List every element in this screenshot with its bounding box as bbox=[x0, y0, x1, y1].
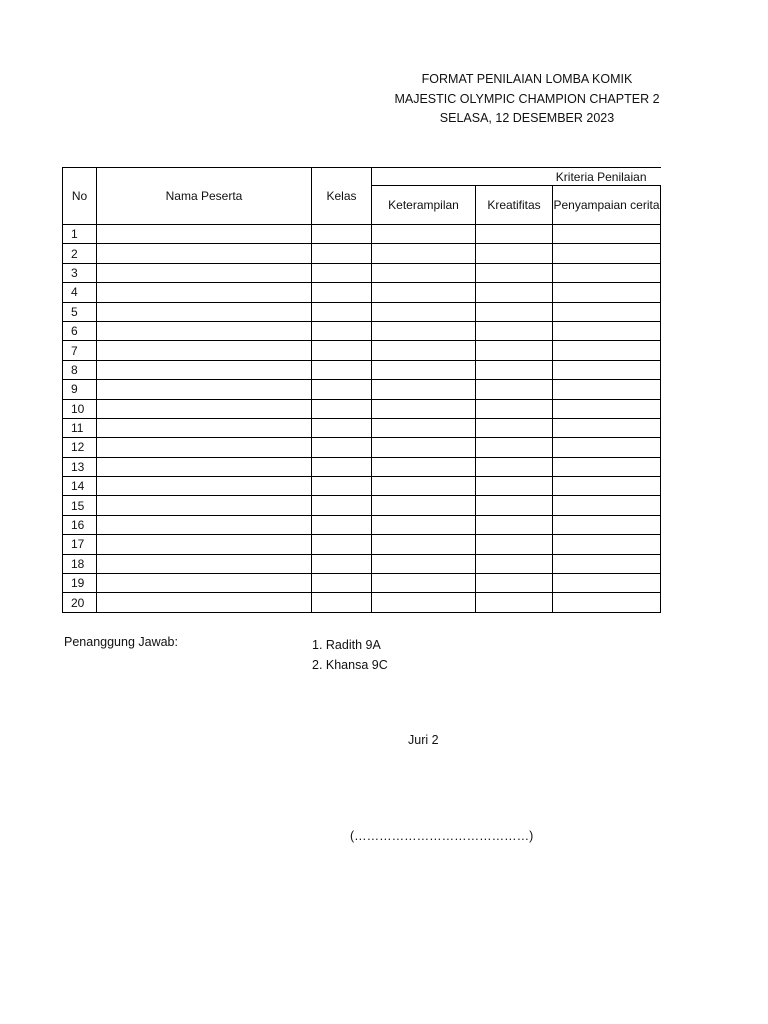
row-number: 11 bbox=[63, 418, 97, 437]
nama-peserta-cell bbox=[97, 477, 312, 496]
table-row bbox=[63, 438, 661, 457]
kreatifitas-cell bbox=[476, 244, 553, 263]
nama-peserta-cell bbox=[97, 535, 312, 554]
table-row bbox=[63, 263, 661, 282]
column-header-keterampilan: Keterampilan bbox=[372, 186, 476, 225]
row-number: 1 bbox=[63, 225, 97, 244]
penanggung-jawab-item: 1. Radith 9A bbox=[312, 638, 381, 652]
kelas-cell bbox=[312, 244, 372, 263]
table-row bbox=[63, 225, 661, 244]
nama-peserta-cell bbox=[97, 593, 312, 612]
row-number: 6 bbox=[63, 321, 97, 340]
row-number: 5 bbox=[63, 302, 97, 321]
nama-peserta-cell bbox=[97, 380, 312, 399]
kreatifitas-cell bbox=[476, 496, 553, 515]
row-number: 2 bbox=[63, 244, 97, 263]
kelas-cell bbox=[312, 380, 372, 399]
nama-peserta-cell bbox=[97, 225, 312, 244]
penyampaian-cerita-cell bbox=[553, 244, 661, 263]
row-number: 9 bbox=[63, 380, 97, 399]
column-header-kelas: Kelas bbox=[312, 168, 372, 225]
kreatifitas-cell bbox=[476, 438, 553, 457]
keterampilan-cell bbox=[372, 457, 476, 476]
kreatifitas-cell bbox=[476, 283, 553, 302]
kelas-cell bbox=[312, 399, 372, 418]
keterampilan-cell bbox=[372, 360, 476, 379]
kreatifitas-cell bbox=[476, 399, 553, 418]
row-number: 17 bbox=[63, 535, 97, 554]
table-row bbox=[63, 341, 661, 360]
nama-peserta-cell bbox=[97, 418, 312, 437]
table-row bbox=[63, 418, 661, 437]
kelas-cell bbox=[312, 593, 372, 612]
row-number: 18 bbox=[63, 554, 97, 573]
kelas-cell bbox=[312, 438, 372, 457]
kelas-cell bbox=[312, 302, 372, 321]
penyampaian-cerita-cell bbox=[553, 360, 661, 379]
keterampilan-cell bbox=[372, 477, 476, 496]
nama-peserta-cell bbox=[97, 457, 312, 476]
criteria-group-header: Kriteria Penilaian bbox=[372, 168, 661, 186]
kelas-cell bbox=[312, 515, 372, 534]
table-row bbox=[63, 496, 661, 515]
nama-peserta-cell bbox=[97, 244, 312, 263]
event-date: SELASA, 12 DESEMBER 2023 bbox=[439, 111, 615, 125]
keterampilan-cell bbox=[372, 302, 476, 321]
kreatifitas-cell bbox=[476, 457, 553, 476]
keterampilan-cell bbox=[372, 496, 476, 515]
table-row bbox=[63, 380, 661, 399]
nama-peserta-cell bbox=[97, 496, 312, 515]
nama-peserta-cell bbox=[97, 283, 312, 302]
keterampilan-cell bbox=[372, 554, 476, 573]
penanggung-jawab-label: Penanggung Jawab: bbox=[64, 635, 178, 649]
kelas-cell bbox=[312, 341, 372, 360]
kreatifitas-cell bbox=[476, 360, 553, 379]
keterampilan-cell bbox=[372, 244, 476, 263]
row-number: 13 bbox=[63, 457, 97, 476]
penyampaian-cerita-cell bbox=[553, 477, 661, 496]
nama-peserta-cell bbox=[97, 554, 312, 573]
signature-line: (……………………………………) bbox=[350, 829, 534, 843]
kreatifitas-cell bbox=[476, 535, 553, 554]
nama-peserta-cell bbox=[97, 515, 312, 534]
table-row bbox=[63, 302, 661, 321]
nama-peserta-cell bbox=[97, 263, 312, 282]
table-row bbox=[63, 283, 661, 302]
penyampaian-cerita-cell bbox=[553, 554, 661, 573]
row-number: 10 bbox=[63, 399, 97, 418]
kelas-cell bbox=[312, 457, 372, 476]
kelas-cell bbox=[312, 496, 372, 515]
kelas-cell bbox=[312, 535, 372, 554]
kreatifitas-cell bbox=[476, 554, 553, 573]
penyampaian-cerita-cell bbox=[553, 418, 661, 437]
juri-label: Juri 2 bbox=[408, 733, 439, 747]
row-number: 7 bbox=[63, 341, 97, 360]
penyampaian-cerita-cell bbox=[553, 341, 661, 360]
penyampaian-cerita-cell bbox=[553, 321, 661, 340]
row-number: 15 bbox=[63, 496, 97, 515]
penyampaian-cerita-cell bbox=[553, 283, 661, 302]
row-number: 4 bbox=[63, 283, 97, 302]
kreatifitas-cell bbox=[476, 515, 553, 534]
nama-peserta-cell bbox=[97, 302, 312, 321]
kreatifitas-cell bbox=[476, 263, 553, 282]
penanggung-jawab-list bbox=[312, 635, 388, 675]
nama-peserta-cell bbox=[97, 438, 312, 457]
penyampaian-cerita-cell bbox=[553, 225, 661, 244]
keterampilan-cell bbox=[372, 283, 476, 302]
table-row bbox=[63, 399, 661, 418]
penyampaian-cerita-cell bbox=[553, 380, 661, 399]
kelas-cell bbox=[312, 554, 372, 573]
scoring-table bbox=[62, 167, 661, 613]
kelas-cell bbox=[312, 321, 372, 340]
keterampilan-cell bbox=[372, 321, 476, 340]
table-row bbox=[63, 321, 661, 340]
penyampaian-cerita-cell bbox=[553, 438, 661, 457]
row-number: 14 bbox=[63, 477, 97, 496]
keterampilan-cell bbox=[372, 574, 476, 593]
keterampilan-cell bbox=[372, 418, 476, 437]
nama-peserta-cell bbox=[97, 360, 312, 379]
column-header-kreatifitas: Kreatifitas bbox=[476, 186, 553, 225]
row-number: 12 bbox=[63, 438, 97, 457]
column-header-penyampaian-cerita: Penyampaian cerita bbox=[553, 186, 661, 225]
table-row bbox=[63, 360, 661, 379]
table-row bbox=[63, 593, 661, 612]
nama-peserta-cell bbox=[97, 574, 312, 593]
penyampaian-cerita-cell bbox=[553, 515, 661, 534]
keterampilan-cell bbox=[372, 380, 476, 399]
penyampaian-cerita-cell bbox=[553, 399, 661, 418]
row-number: 20 bbox=[63, 593, 97, 612]
row-number: 19 bbox=[63, 574, 97, 593]
row-number: 16 bbox=[63, 515, 97, 534]
form-title: FORMAT PENILAIAN LOMBA KOMIK bbox=[421, 72, 633, 86]
table-row bbox=[63, 574, 661, 593]
keterampilan-cell bbox=[372, 438, 476, 457]
penyampaian-cerita-cell bbox=[553, 302, 661, 321]
table-row bbox=[63, 477, 661, 496]
kelas-cell bbox=[312, 360, 372, 379]
penyampaian-cerita-cell bbox=[553, 496, 661, 515]
row-number: 8 bbox=[63, 360, 97, 379]
table-row bbox=[63, 244, 661, 263]
kelas-cell bbox=[312, 418, 372, 437]
column-header-no: No bbox=[63, 168, 97, 225]
table-row bbox=[63, 515, 661, 534]
event-name: MAJESTIC OLYMPIC CHAMPION CHAPTER 2 bbox=[394, 92, 660, 106]
column-header-nama-peserta: Nama Peserta bbox=[97, 168, 312, 225]
kreatifitas-cell bbox=[476, 225, 553, 244]
kelas-cell bbox=[312, 263, 372, 282]
table-row bbox=[63, 554, 661, 573]
table-row bbox=[63, 535, 661, 554]
penyampaian-cerita-cell bbox=[553, 263, 661, 282]
kreatifitas-cell bbox=[476, 418, 553, 437]
kreatifitas-cell bbox=[476, 574, 553, 593]
keterampilan-cell bbox=[372, 535, 476, 554]
penyampaian-cerita-cell bbox=[553, 535, 661, 554]
keterampilan-cell bbox=[372, 593, 476, 612]
kelas-cell bbox=[312, 283, 372, 302]
keterampilan-cell bbox=[372, 225, 476, 244]
nama-peserta-cell bbox=[97, 321, 312, 340]
kreatifitas-cell bbox=[476, 380, 553, 399]
table-row bbox=[63, 457, 661, 476]
kreatifitas-cell bbox=[476, 593, 553, 612]
keterampilan-cell bbox=[372, 515, 476, 534]
row-number: 3 bbox=[63, 263, 97, 282]
penanggung-jawab-item: 2. Khansa 9C bbox=[312, 658, 388, 672]
keterampilan-cell bbox=[372, 399, 476, 418]
kreatifitas-cell bbox=[476, 477, 553, 496]
kelas-cell bbox=[312, 477, 372, 496]
kelas-cell bbox=[312, 574, 372, 593]
kelas-cell bbox=[312, 225, 372, 244]
nama-peserta-cell bbox=[97, 399, 312, 418]
keterampilan-cell bbox=[372, 263, 476, 282]
table-body bbox=[63, 225, 661, 613]
penyampaian-cerita-cell bbox=[553, 457, 661, 476]
kreatifitas-cell bbox=[476, 302, 553, 321]
nama-peserta-cell bbox=[97, 341, 312, 360]
kreatifitas-cell bbox=[476, 321, 553, 340]
kreatifitas-cell bbox=[476, 341, 553, 360]
keterampilan-cell bbox=[372, 341, 476, 360]
penyampaian-cerita-cell bbox=[553, 593, 661, 612]
penyampaian-cerita-cell bbox=[553, 574, 661, 593]
